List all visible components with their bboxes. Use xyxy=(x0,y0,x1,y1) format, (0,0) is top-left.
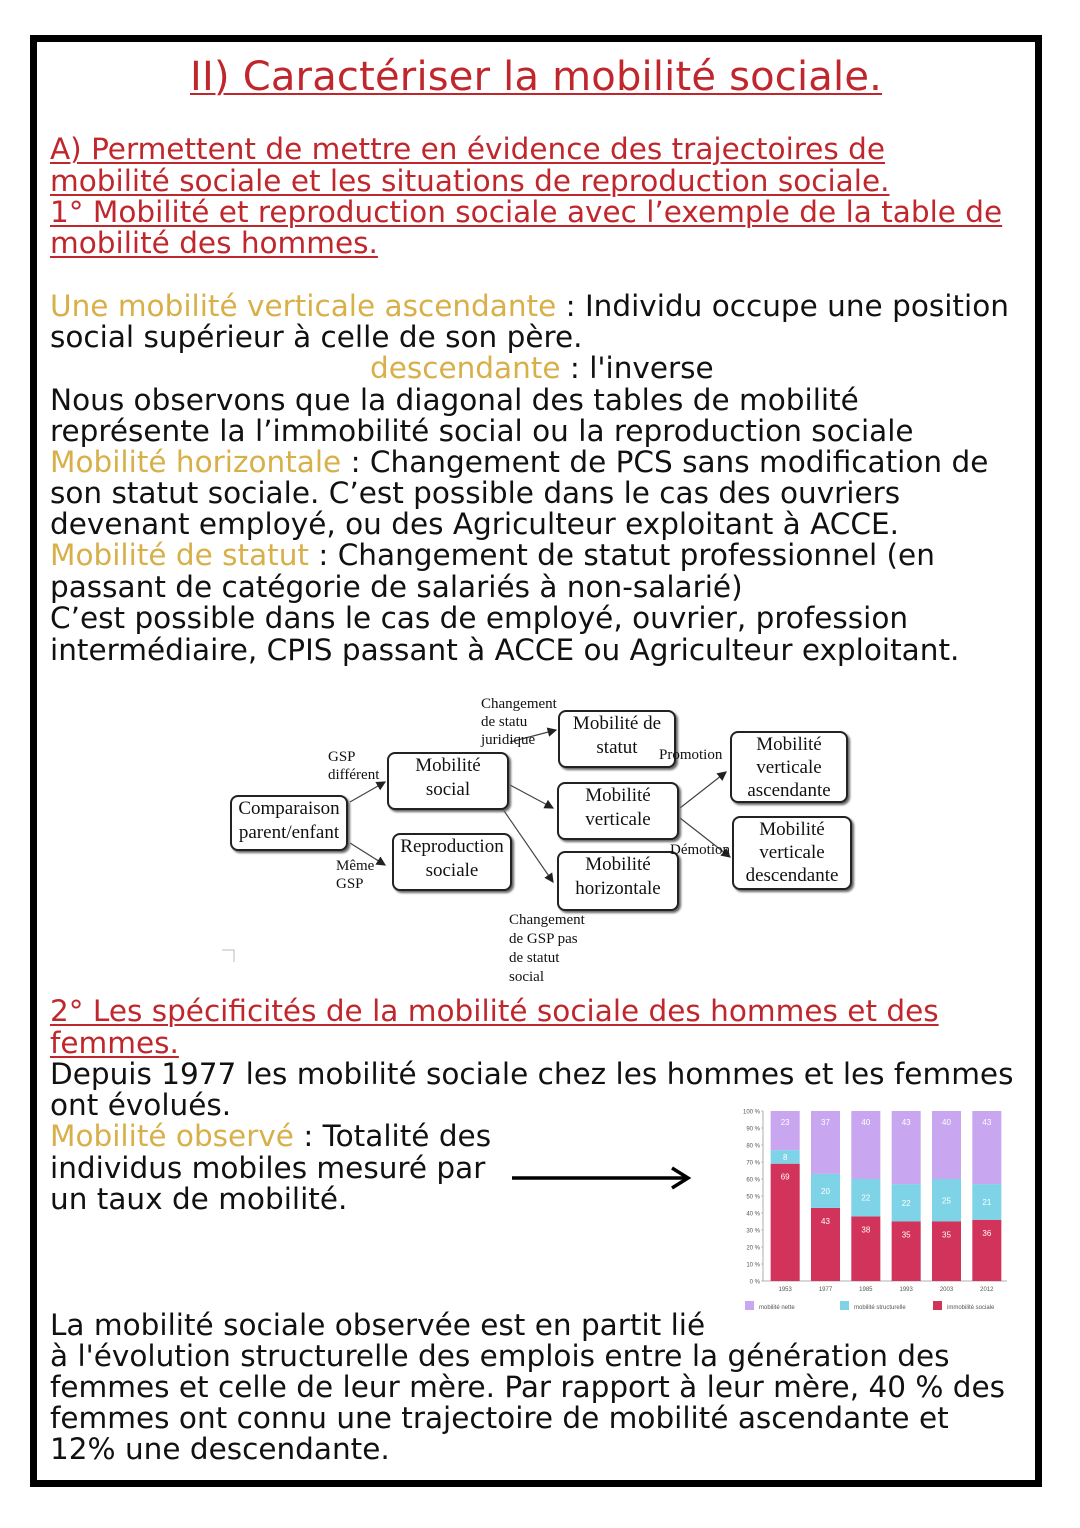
legend-label: mobilité nette xyxy=(759,1305,795,1311)
mobility-chart xyxy=(725,1105,1015,1320)
def-statut-cont-3: intermédiaire, CPIS passant à ACCE ou Agriculteur exploitant. xyxy=(50,633,960,667)
bar-segment xyxy=(771,1111,800,1150)
y-tick-label: 10 % xyxy=(746,1262,760,1269)
box-reproduction-sociale xyxy=(392,833,512,891)
box-mobilite-statut-1: Mobilité de xyxy=(572,713,662,734)
data-label: 37 xyxy=(821,1118,830,1127)
term-ascendante: Une mobilité verticale ascendante xyxy=(50,289,557,323)
y-tick-label: 70 % xyxy=(746,1160,760,1167)
def-statut-cont-1: passant de catégorie de salariés à non-salarié) xyxy=(50,570,743,604)
box-comparaison-line-1: Comparaison xyxy=(238,798,340,819)
y-tick-label: 40 % xyxy=(746,1211,760,1218)
data-label: 36 xyxy=(982,1228,992,1238)
data-label: 40 xyxy=(942,1118,951,1127)
legend-swatch xyxy=(745,1301,754,1310)
def-horizontale-cont-1: son statut sociale. C’est possible dans le cas des ouvriers xyxy=(50,476,901,510)
box-reproduction-1: Reproduction xyxy=(400,836,504,857)
data-label: 40 xyxy=(861,1118,871,1127)
box-verticale-ascendante-1: Mobilité xyxy=(756,734,822,755)
def-observe-cont-2: un taux de mobilité. xyxy=(50,1182,348,1216)
y-tick-label: 80 % xyxy=(746,1143,760,1150)
box-mobilite-verticale-1: Mobilité xyxy=(585,785,651,806)
y-tick-label: 30 % xyxy=(746,1228,760,1235)
def-horizontale-text: : Changement de PCS sans modification de xyxy=(341,445,989,479)
label-changement-gsp-4: social xyxy=(509,969,544,985)
heading-2-line-2: femmes. xyxy=(50,1026,179,1060)
def-descendante-text: : l'inverse xyxy=(560,351,714,385)
y-tick-label: 60 % xyxy=(746,1177,760,1184)
box-reproduction-2: sociale xyxy=(425,860,479,881)
box-verticale-ascendante xyxy=(730,731,848,803)
heading-2-line-1: 2° Les spécificités de la mobilité sociale des hommes et des xyxy=(50,994,939,1028)
label-changement-statu-2: de statu xyxy=(481,714,528,730)
def-statut-text: : Changement de statut professionnel (en xyxy=(309,538,935,572)
y-tick-label: 20 % xyxy=(746,1245,760,1252)
heading-1-line-1: 1° Mobilité et reproduction sociale avec l’exemple de la table de xyxy=(50,195,1003,229)
label-meme-gsp-2: GSP xyxy=(336,876,364,892)
y-tick-label: 50 % xyxy=(746,1194,760,1201)
para-diagonal-2: représente la l’immobilité social ou la reproduction sociale xyxy=(50,414,914,448)
def-ascendante-cont: social supérieur à celle de son père. xyxy=(50,320,583,354)
box-verticale-descendante-1: Mobilité xyxy=(759,819,825,840)
data-label: 22 xyxy=(901,1198,911,1208)
box-mobilite-horizontale xyxy=(557,851,679,911)
y-tick-label: 90 % xyxy=(746,1126,760,1133)
heading-a-line-2: mobilité sociale et les situations de reproduction sociale. xyxy=(50,164,890,198)
para-final-3: femmes et celle de leur mère. Par rapport à leur mère, 40 % des xyxy=(50,1370,1006,1404)
box-mobilite-horizontale-1: Mobilité xyxy=(585,854,651,875)
box-mobilite-verticale-2: verticale xyxy=(585,809,651,830)
data-label: 22 xyxy=(861,1193,871,1203)
label-meme-gsp xyxy=(336,857,374,893)
term-horizontale: Mobilité horizontale xyxy=(50,445,342,479)
y-tick-label: 0 % xyxy=(749,1279,760,1286)
box-verticale-descendante-3: descendante xyxy=(745,865,839,886)
page-title: II) Caractériser la mobilité sociale. xyxy=(190,54,883,100)
x-tick-label: 1977 xyxy=(818,1287,833,1293)
box-verticale-ascendante-3: ascendante xyxy=(747,780,831,801)
data-label: 25 xyxy=(942,1196,951,1206)
data-label: 8 xyxy=(782,1152,788,1162)
box-verticale-descendante-2: verticale xyxy=(759,842,825,863)
para-1977-1: Depuis 1977 les mobilité sociale chez les hommes et les femmes xyxy=(50,1057,1014,1091)
label-demotion: Démotion xyxy=(670,842,730,858)
data-label: 20 xyxy=(821,1186,830,1196)
data-label: 38 xyxy=(861,1225,871,1235)
def-observe xyxy=(50,1121,491,1152)
box-mobilite-sociale xyxy=(387,752,509,810)
def-observe-text: : Totalité des xyxy=(293,1119,492,1153)
data-label: 43 xyxy=(982,1118,992,1127)
x-tick-label: 2003 xyxy=(939,1287,954,1293)
para-1977-2: ont évolués. xyxy=(50,1088,232,1122)
label-gsp-different xyxy=(328,748,379,784)
def-observe-cont-1: individus mobiles mesuré par xyxy=(50,1151,486,1185)
x-tick-label: 2012 xyxy=(980,1287,994,1293)
y-tick-label: 100 % xyxy=(742,1109,760,1116)
data-label: 35 xyxy=(942,1230,951,1240)
para-final-1: La mobilité sociale observée est en partit lié xyxy=(50,1308,706,1342)
box-mobilite-statut-2: statut xyxy=(596,737,638,758)
label-promotion: Promotion xyxy=(659,747,723,763)
def-ascendante-text: : Individu occupe une position xyxy=(556,289,1009,323)
legend-label: mobilité structurelle xyxy=(854,1305,906,1311)
heading-a-line-1: A) Permettent de mettre en évidence des trajectoires de xyxy=(50,132,886,166)
para-final-2: à l'évolution structurelle des emplois entre la génération des xyxy=(50,1339,950,1373)
box-mobilite-horizontale-2: horizontale xyxy=(575,878,661,899)
box-mobilite-sociale-1: Mobilité xyxy=(415,755,481,776)
def-horizontale-cont-2: devenant employé, ou des Agriculteur exploitant à ACCE. xyxy=(50,507,899,541)
data-label: 35 xyxy=(901,1230,911,1240)
x-tick-label: 1985 xyxy=(859,1287,873,1293)
x-tick-label: 1993 xyxy=(899,1287,913,1293)
box-comparaison-line-2: parent/enfant xyxy=(238,822,340,843)
arrow-right-icon xyxy=(510,1166,695,1190)
term-observe: Mobilité observé xyxy=(50,1119,294,1153)
x-tick-label: 1953 xyxy=(778,1287,792,1293)
box-verticale-descendante xyxy=(732,816,852,890)
legend-swatch xyxy=(933,1301,942,1310)
data-label: 21 xyxy=(982,1197,992,1207)
data-label: 69 xyxy=(780,1172,790,1182)
data-label: 23 xyxy=(780,1118,790,1127)
box-mobilite-verticale xyxy=(557,782,679,840)
data-label: 43 xyxy=(821,1216,830,1226)
para-diagonal-1: Nous observons que la diagonal des tables de mobilité xyxy=(50,383,859,417)
label-changement-gsp xyxy=(509,911,585,987)
def-statut-cont-2: C’est possible dans le cas de employé, ouvrier, profession xyxy=(50,601,909,635)
box-mobilite-sociale-2: social xyxy=(425,779,471,800)
heading-1-line-2: mobilité des hommes. xyxy=(50,226,378,260)
label-changement-statu-1: Changement xyxy=(481,696,557,712)
para-final-4: femmes ont connu une trajectoire de mobilité ascendante et xyxy=(50,1401,949,1435)
label-changement-statu-3: juridique xyxy=(481,732,536,748)
para-final-5: 12% une descendante. xyxy=(50,1432,390,1466)
legend-label: immobilité sociale xyxy=(947,1305,995,1311)
label-changement-gsp-1: Changement xyxy=(509,912,585,928)
label-changement-gsp-2: de GSP pas xyxy=(509,931,578,947)
term-descendante: descendante xyxy=(370,351,561,385)
label-gsp-different-1: GSP xyxy=(328,749,356,765)
label-changement-gsp-3: de statut xyxy=(509,950,560,966)
label-gsp-different-2: différent xyxy=(328,767,380,783)
data-label: 43 xyxy=(901,1118,911,1127)
box-comparaison xyxy=(230,795,348,851)
label-meme-gsp-1: Même xyxy=(336,858,375,874)
term-statut: Mobilité de statut xyxy=(50,538,310,572)
box-verticale-ascendante-2: verticale xyxy=(756,757,822,778)
label-changement-statu xyxy=(481,695,557,749)
legend-swatch xyxy=(840,1301,849,1310)
